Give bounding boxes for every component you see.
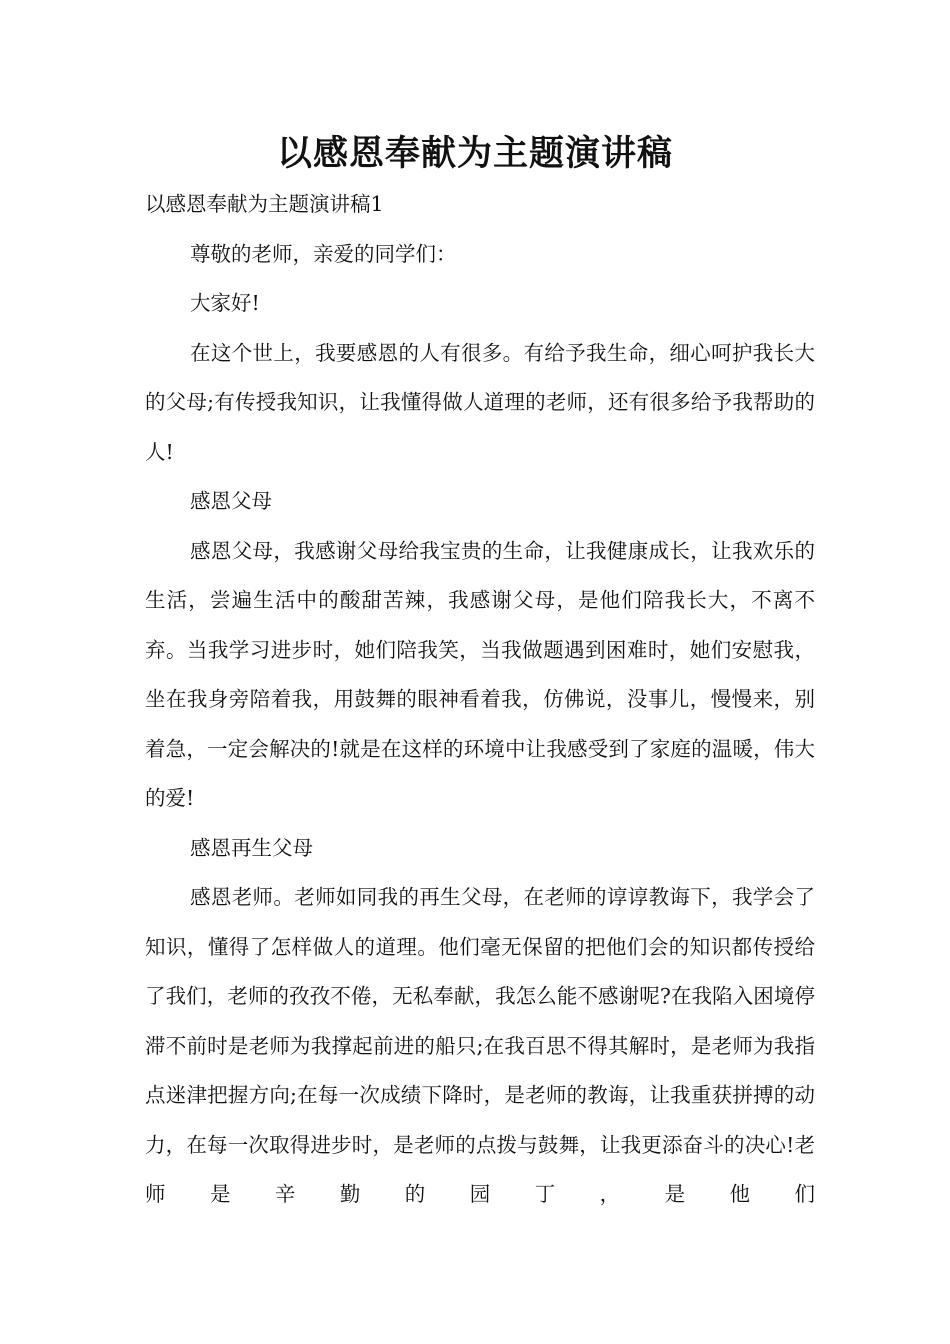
paragraph-teachers: 感恩老师。老师如同我的再生父母，在老师的谆谆教诲下，我学会了知识，懂得了怎样做人的道理。他们毫无保留的把他们会的知识都传授给了我们，老师的孜孜不倦，无私奉献，我怎么能不感谢呢?在我陷入困境停滞不前时是老师为我撑起前进的船只;在我百思不得其解时，是老师为我指点迷津把握方向;在每一次成绩下降时，是老师的教诲，让我重获拼搏的动力，在每一次取得进步时，是老师的点拨与鼓舞，让我更添奋斗的决心!老师是辛勤的园丁，是他们: [145, 885, 815, 1206]
salutation: 尊敬的老师，亲爱的同学们：: [190, 241, 457, 266]
document-body: [145, 180, 815, 1220]
subheading-parents: 感恩父母: [190, 489, 272, 513]
subheading-teachers: 感恩再生父母: [190, 835, 313, 860]
paragraph-parents: 感恩父母，我感谢父母给我宝贵的生命，让我健康成长，让我欢乐的生活，尝遍生活中的酸甜苦辣，我感谢父母，是他们陪我长大，不离不弃。当我学习进步时，她们陪我笑，当我做题遇到困难时，她们安慰我，坐在我身旁陪着我，用鼓舞的眼神看着我，仿佛说，没事儿，慢慢来，别着急，一定会解决的!就是在这样的环境中让我感受到了家庭的温暖，伟大的爱!: [145, 538, 815, 810]
document-title: 以感恩奉献为主题演讲稿: [276, 134, 673, 174]
section-heading: 以感恩奉献为主题演讲稿1: [145, 192, 384, 216]
greeting: 大家好!: [190, 291, 260, 315]
intro-paragraph: 在这个世上，我要感恩的人有很多。有给予我生命，细心呵护我长大的父母;有传授我知识，让我懂得做人道理的老师，还有很多给予我帮助的人!: [145, 340, 815, 464]
